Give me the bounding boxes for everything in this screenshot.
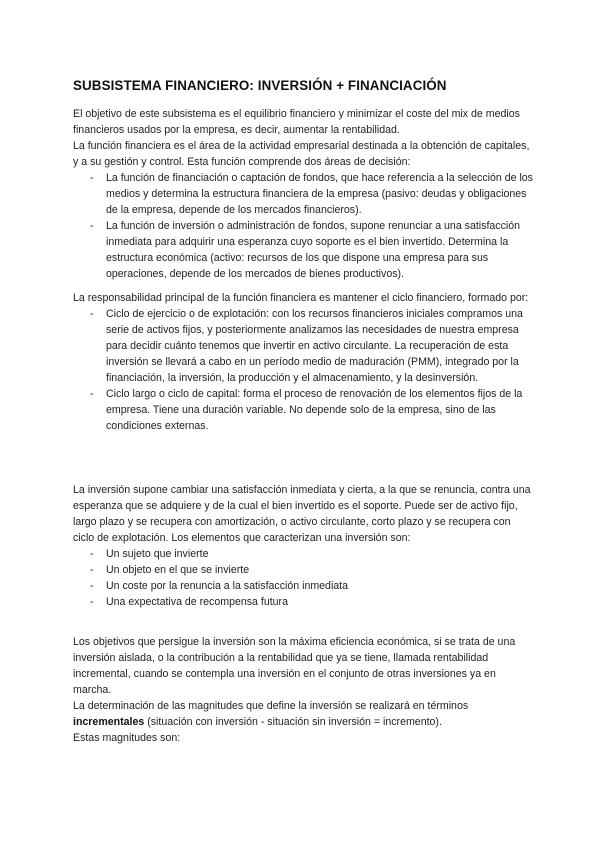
section-objetivo [73,106,533,282]
list-item: - La función de financiación o captación de fondos, que hace referencia a la selección de los medios y determina la estructura financiera de la empresa (pasivo: deudas y obligaciones de la empresa, depende de los mercados financieros). [73,170,533,218]
section-inversion [73,482,533,610]
paragraph: La función financiera es el área de la actividad empresarial destinada a la obtención de capitales, y a su gestión y control. Esta función comprende dos áreas de decisión: [73,140,530,168]
paragraph: El objetivo de este subsistema es el equilibrio financiero y minimizar el coste del mix de medios financieros usados por la empresa, es decir, aumentar la rentabilidad. [73,108,520,136]
bullet-list [73,170,533,282]
bold-term: incrementales [73,716,145,728]
list-item: - Una expectativa de recompensa futura [73,594,533,610]
list-item: - Un sujeto que invierte [73,546,533,562]
paragraph: La inversión supone cambiar una satisfacción inmediata y cierta, a la que se renuncia, contra una esperanza que se adquiere y de la cual el bien invertido es el soporte. Puede ser de activo fijo, largo plazo y se recupera con amortización, o activo circulante, corto plazo y se recupera con ciclo de explotación. Los elementos que caracterizan una inversión son: [73,484,531,544]
list-item: - Un coste por la renuncia a la satisfacción inmediata [73,578,533,594]
text-span: La determinación de las magnitudes que define la inversión se realizará en términos [73,700,469,712]
bullet-list [73,306,533,434]
section-objetivos-inversion [73,634,533,746]
bullet-list [73,546,533,610]
page-title: SUBSISTEMA FINANCIERO: INVERSIÓN + FINANCIACIÓN [73,78,447,93]
list-item: - Un objeto en el que se invierte [73,562,533,578]
paragraph: La responsabilidad principal de la función financiera es mantener el ciclo financiero, formado por: [73,292,529,304]
text-span: (situación con inversión - situación sin inversión = incremento). [144,716,442,728]
section-ciclo-financiero [73,290,533,434]
paragraph: Estas magnitudes son: [73,732,181,744]
list-item: - Ciclo largo o ciclo de capital: forma el proceso de renovación de los elementos fijos de la empresa. Tiene una duración variable. No depende solo de la empresa, sino de las condiciones externas. [73,386,533,434]
paragraph: Los objetivos que persigue la inversión son la máxima eficiencia económica, si se trata de una inversión aislada, o la contribución a la rentabilidad que ya se tiene, llamada rentabilidad incremental, cuando se contempla una inversión en el conjunto de otras inversiones ya en marcha. [73,636,516,696]
list-item: - La función de inversión o administración de fondos, supone renunciar a una satisfacción inmediata para adquirir una esperanza cuyo soporte es el bien invertido. Determina la estructura económica (activo: recursos de los que dispone una empresa para sus operaciones, depende de los mercados de bienes productivos). [73,218,533,282]
paragraph [73,698,533,730]
list-item: - Ciclo de ejercicio o de explotación: con los recursos financieros iniciales compramos una serie de activos fijos, y posteriormente analizamos las necesidades de nuestra empresa para decidir cuánto tenemos que invertir en activo circulante. La recuperación de esta inversión se llevará a cabo en un período medio de maduración (PMM), integrado por la financiación, la inversión, la producción y el almacenamiento, y la desinversión. [73,306,533,386]
